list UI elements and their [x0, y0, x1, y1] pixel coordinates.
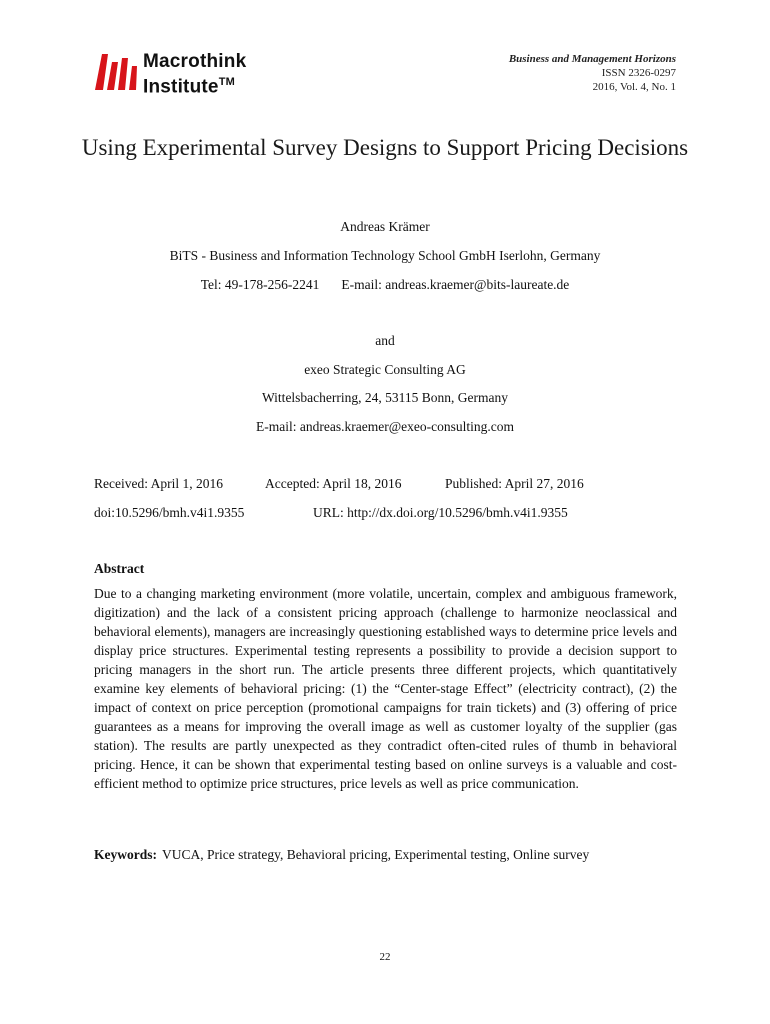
keywords-value: VUCA, Price strategy, Behavioral pricing, Experimental testing, Online survey [162, 847, 590, 862]
journal-name: Business and Management Horizons [508, 53, 676, 65]
accepted-date: Accepted: April 18, 2016 [265, 476, 402, 491]
journal-info [509, 52, 676, 94]
journal-issue: 2016, Vol. 4, No. 1 [592, 81, 676, 93]
keywords-label: Keywords: [94, 847, 157, 862]
logo-line-2: Institute™ [143, 76, 235, 98]
affiliation-conjunction: and [375, 333, 395, 348]
keywords [94, 846, 677, 864]
paper-title: Using Experimental Survey Designs to Support Pricing Decisions [81, 135, 689, 160]
received-date: Received: April 1, 2016 [94, 476, 223, 491]
author-email-2[interactable]: E-mail: andreas.kraemer@exeo-consulting.com [256, 419, 514, 434]
author-name: Andreas Krämer [340, 219, 430, 234]
journal-issn: ISSN 2326-0297 [601, 67, 676, 79]
logo-line-1: Macrothink [143, 51, 247, 72]
abstract-body: Due to a changing marketing environment (more volatile, uncertain, complex and ambiguous framework, digitization) and the lack of a consistent pricing approach (challenge to harmonize neoclassical and behavioral elements), managers are increasingly questioning established ways to determine price levels and display price structures. Experimental testing represents a possibility to provide a decision support to pricing managers in the short run. The article presents three different projects, which quantitatively examine key elements of behavioral pricing: (1) the “Center-stage Effect” (electricity contract), (2) the impact of context on price perception (promotional campaigns for train tickets) and (3) offering of price guarantees as a means for improving the overall image as well as customer loyalty of the supplier (gas station). The results are partly unexpected as they contradict often-cited rules of thumb in behavioral pricing. Hence, it can be shown that experimental testing based on online surveys is a valuable and cost-efficient method to optimize price structures, price levels as well as price communication. [94, 586, 677, 791]
abstract-heading: Abstract [94, 561, 145, 576]
author-contact-line [60, 276, 710, 294]
publisher-logo-text [143, 51, 246, 97]
article-url[interactable]: URL: http://dx.doi.org/10.5296/bmh.v4i1.9355 [313, 505, 568, 520]
page-number: 22 [379, 951, 391, 963]
author-affiliation-1: BiTS - Business and Information Technology School GmbH Iserlohn, Germany [169, 248, 601, 263]
author-address-2: Wittelsbacherring, 24, 53115 Bonn, Germany [261, 390, 509, 405]
trademark: TM [218, 76, 235, 88]
published-date: Published: April 27, 2016 [445, 476, 584, 491]
doi[interactable]: doi:10.5296/bmh.v4i1.9355 [94, 505, 245, 520]
author-affiliation-2: exeo Strategic Consulting AG [304, 362, 466, 377]
author-telephone: Tel: 49-178-256-2241 [200, 277, 320, 292]
author-email-1[interactable]: E-mail: andreas.kraemer@bits-laureate.de [341, 277, 570, 292]
publisher-logo [93, 48, 293, 98]
macrothink-logo-mark-icon [93, 50, 139, 92]
